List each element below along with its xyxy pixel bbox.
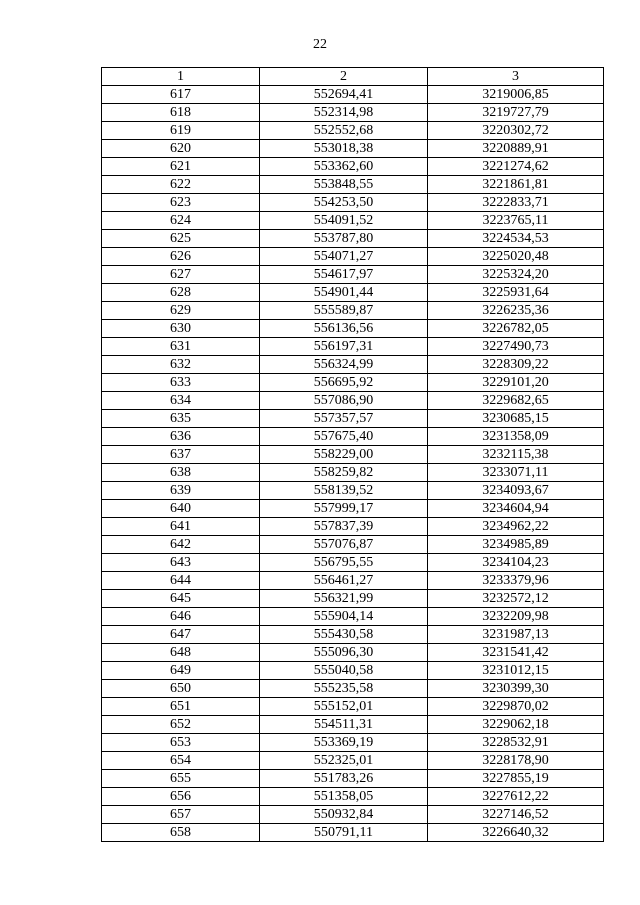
x-coordinate-cell: 550932,84 — [260, 806, 428, 824]
point-number-cell: 637 — [102, 446, 260, 464]
table-row — [102, 158, 604, 176]
x-coordinate-cell: 555904,14 — [260, 608, 428, 626]
y-coordinate-cell: 3229870,02 — [428, 698, 604, 716]
table-row — [102, 194, 604, 212]
x-coordinate-cell: 557837,39 — [260, 518, 428, 536]
point-number-cell: 622 — [102, 176, 260, 194]
table-row — [102, 104, 604, 122]
x-coordinate-cell: 557999,17 — [260, 500, 428, 518]
table-row — [102, 482, 604, 500]
x-coordinate-cell: 557076,87 — [260, 536, 428, 554]
point-number-cell: 646 — [102, 608, 260, 626]
x-coordinate-cell: 556795,55 — [260, 554, 428, 572]
point-number-cell: 642 — [102, 536, 260, 554]
x-coordinate-cell: 557357,57 — [260, 410, 428, 428]
table-row — [102, 140, 604, 158]
table-row — [102, 770, 604, 788]
table-row — [102, 86, 604, 104]
y-coordinate-cell: 3233379,96 — [428, 572, 604, 590]
x-coordinate-cell: 556461,27 — [260, 572, 428, 590]
table-row — [102, 554, 604, 572]
y-coordinate-cell: 3225931,64 — [428, 284, 604, 302]
y-coordinate-cell: 3234093,67 — [428, 482, 604, 500]
table-row — [102, 644, 604, 662]
x-coordinate-cell: 554617,97 — [260, 266, 428, 284]
table-row — [102, 536, 604, 554]
table-row — [102, 356, 604, 374]
x-coordinate-cell: 552314,98 — [260, 104, 428, 122]
table-row — [102, 752, 604, 770]
point-number-cell: 655 — [102, 770, 260, 788]
point-number-cell: 627 — [102, 266, 260, 284]
table-row — [102, 392, 604, 410]
x-coordinate-cell: 554071,27 — [260, 248, 428, 266]
table-row — [102, 680, 604, 698]
x-coordinate-cell: 551783,26 — [260, 770, 428, 788]
y-coordinate-cell: 3230685,15 — [428, 410, 604, 428]
x-coordinate-cell: 556197,31 — [260, 338, 428, 356]
table-row — [102, 266, 604, 284]
table-row — [102, 176, 604, 194]
y-coordinate-cell: 3220889,91 — [428, 140, 604, 158]
y-coordinate-cell: 3227855,19 — [428, 770, 604, 788]
x-coordinate-cell: 556321,99 — [260, 590, 428, 608]
x-coordinate-cell: 555152,01 — [260, 698, 428, 716]
y-coordinate-cell: 3219006,85 — [428, 86, 604, 104]
table-row — [102, 662, 604, 680]
point-number-cell: 623 — [102, 194, 260, 212]
point-number-cell: 624 — [102, 212, 260, 230]
table-row — [102, 374, 604, 392]
x-coordinate-cell: 554253,50 — [260, 194, 428, 212]
y-coordinate-cell: 3233071,11 — [428, 464, 604, 482]
table-row — [102, 446, 604, 464]
point-number-cell: 652 — [102, 716, 260, 734]
y-coordinate-cell: 3231012,15 — [428, 662, 604, 680]
x-coordinate-cell: 555040,58 — [260, 662, 428, 680]
x-coordinate-cell: 558229,00 — [260, 446, 428, 464]
point-number-cell: 630 — [102, 320, 260, 338]
y-coordinate-cell: 3227146,52 — [428, 806, 604, 824]
table-row — [102, 500, 604, 518]
point-number-cell: 658 — [102, 824, 260, 842]
point-number-cell: 645 — [102, 590, 260, 608]
point-number-cell: 626 — [102, 248, 260, 266]
y-coordinate-cell: 3225020,48 — [428, 248, 604, 266]
point-number-cell: 635 — [102, 410, 260, 428]
point-number-cell: 654 — [102, 752, 260, 770]
y-coordinate-cell: 3225324,20 — [428, 266, 604, 284]
table-row — [102, 608, 604, 626]
point-number-cell: 648 — [102, 644, 260, 662]
column-header-3: 3 — [428, 68, 604, 86]
x-coordinate-cell: 557086,90 — [260, 392, 428, 410]
x-coordinate-cell: 555430,58 — [260, 626, 428, 644]
table-row — [102, 248, 604, 266]
table-row — [102, 410, 604, 428]
y-coordinate-cell: 3234104,23 — [428, 554, 604, 572]
page-number: 22 — [313, 37, 327, 52]
point-number-cell: 625 — [102, 230, 260, 248]
point-number-cell: 636 — [102, 428, 260, 446]
y-coordinate-cell: 3232115,38 — [428, 446, 604, 464]
table-row — [102, 824, 604, 842]
point-number-cell: 644 — [102, 572, 260, 590]
x-coordinate-cell: 558139,52 — [260, 482, 428, 500]
x-coordinate-cell: 550791,11 — [260, 824, 428, 842]
point-number-cell: 633 — [102, 374, 260, 392]
point-number-cell: 617 — [102, 86, 260, 104]
table-row — [102, 212, 604, 230]
table-body — [102, 86, 604, 842]
y-coordinate-cell: 3230399,30 — [428, 680, 604, 698]
table-row — [102, 788, 604, 806]
point-number-cell: 643 — [102, 554, 260, 572]
point-number-cell: 631 — [102, 338, 260, 356]
y-coordinate-cell: 3229062,18 — [428, 716, 604, 734]
y-coordinate-cell: 3229682,65 — [428, 392, 604, 410]
table-row — [102, 122, 604, 140]
y-coordinate-cell: 3231987,13 — [428, 626, 604, 644]
y-coordinate-cell: 3221274,62 — [428, 158, 604, 176]
table-row — [102, 284, 604, 302]
x-coordinate-cell: 553369,19 — [260, 734, 428, 752]
x-coordinate-cell: 554511,31 — [260, 716, 428, 734]
y-coordinate-cell: 3219727,79 — [428, 104, 604, 122]
point-number-cell: 621 — [102, 158, 260, 176]
y-coordinate-cell: 3224534,53 — [428, 230, 604, 248]
x-coordinate-cell: 556324,99 — [260, 356, 428, 374]
point-number-cell: 629 — [102, 302, 260, 320]
table-row — [102, 464, 604, 482]
y-coordinate-cell: 3226640,32 — [428, 824, 604, 842]
x-coordinate-cell: 558259,82 — [260, 464, 428, 482]
table-header-row — [102, 68, 604, 86]
x-coordinate-cell: 551358,05 — [260, 788, 428, 806]
x-coordinate-cell: 552694,41 — [260, 86, 428, 104]
point-number-cell: 628 — [102, 284, 260, 302]
x-coordinate-cell: 555235,58 — [260, 680, 428, 698]
column-header-2: 2 — [260, 68, 428, 86]
y-coordinate-cell: 3232572,12 — [428, 590, 604, 608]
x-coordinate-cell: 554091,52 — [260, 212, 428, 230]
x-coordinate-cell: 552325,01 — [260, 752, 428, 770]
y-coordinate-cell: 3231541,42 — [428, 644, 604, 662]
point-number-cell: 618 — [102, 104, 260, 122]
point-number-cell: 641 — [102, 518, 260, 536]
table-row — [102, 302, 604, 320]
x-coordinate-cell: 553787,80 — [260, 230, 428, 248]
table-row — [102, 734, 604, 752]
y-coordinate-cell: 3221861,81 — [428, 176, 604, 194]
table-row — [102, 716, 604, 734]
table-row — [102, 518, 604, 536]
point-number-cell: 638 — [102, 464, 260, 482]
y-coordinate-cell: 3234962,22 — [428, 518, 604, 536]
y-coordinate-cell: 3226782,05 — [428, 320, 604, 338]
coordinates-table — [101, 67, 604, 842]
y-coordinate-cell: 3227490,73 — [428, 338, 604, 356]
table-row — [102, 320, 604, 338]
y-coordinate-cell: 3220302,72 — [428, 122, 604, 140]
point-number-cell: 620 — [102, 140, 260, 158]
point-number-cell: 651 — [102, 698, 260, 716]
table-row — [102, 230, 604, 248]
table-row — [102, 590, 604, 608]
point-number-cell: 640 — [102, 500, 260, 518]
x-coordinate-cell: 555589,87 — [260, 302, 428, 320]
table-row — [102, 338, 604, 356]
y-coordinate-cell: 3226235,36 — [428, 302, 604, 320]
y-coordinate-cell: 3227612,22 — [428, 788, 604, 806]
y-coordinate-cell: 3228309,22 — [428, 356, 604, 374]
point-number-cell: 639 — [102, 482, 260, 500]
y-coordinate-cell: 3229101,20 — [428, 374, 604, 392]
point-number-cell: 657 — [102, 806, 260, 824]
point-number-cell: 619 — [102, 122, 260, 140]
x-coordinate-cell: 554901,44 — [260, 284, 428, 302]
y-coordinate-cell: 3228178,90 — [428, 752, 604, 770]
x-coordinate-cell: 553362,60 — [260, 158, 428, 176]
y-coordinate-cell: 3223765,11 — [428, 212, 604, 230]
x-coordinate-cell: 552552,68 — [260, 122, 428, 140]
point-number-cell: 650 — [102, 680, 260, 698]
x-coordinate-cell: 555096,30 — [260, 644, 428, 662]
x-coordinate-cell: 556695,92 — [260, 374, 428, 392]
x-coordinate-cell: 553848,55 — [260, 176, 428, 194]
x-coordinate-cell: 553018,38 — [260, 140, 428, 158]
x-coordinate-cell: 557675,40 — [260, 428, 428, 446]
y-coordinate-cell: 3234604,94 — [428, 500, 604, 518]
y-coordinate-cell: 3232209,98 — [428, 608, 604, 626]
point-number-cell: 634 — [102, 392, 260, 410]
point-number-cell: 632 — [102, 356, 260, 374]
x-coordinate-cell: 556136,56 — [260, 320, 428, 338]
table-row — [102, 698, 604, 716]
column-header-1: 1 — [102, 68, 260, 86]
table-row — [102, 626, 604, 644]
y-coordinate-cell: 3222833,71 — [428, 194, 604, 212]
y-coordinate-cell: 3231358,09 — [428, 428, 604, 446]
point-number-cell: 649 — [102, 662, 260, 680]
point-number-cell: 653 — [102, 734, 260, 752]
y-coordinate-cell: 3228532,91 — [428, 734, 604, 752]
table-row — [102, 572, 604, 590]
point-number-cell: 656 — [102, 788, 260, 806]
table-row — [102, 806, 604, 824]
point-number-cell: 647 — [102, 626, 260, 644]
table-row — [102, 428, 604, 446]
y-coordinate-cell: 3234985,89 — [428, 536, 604, 554]
